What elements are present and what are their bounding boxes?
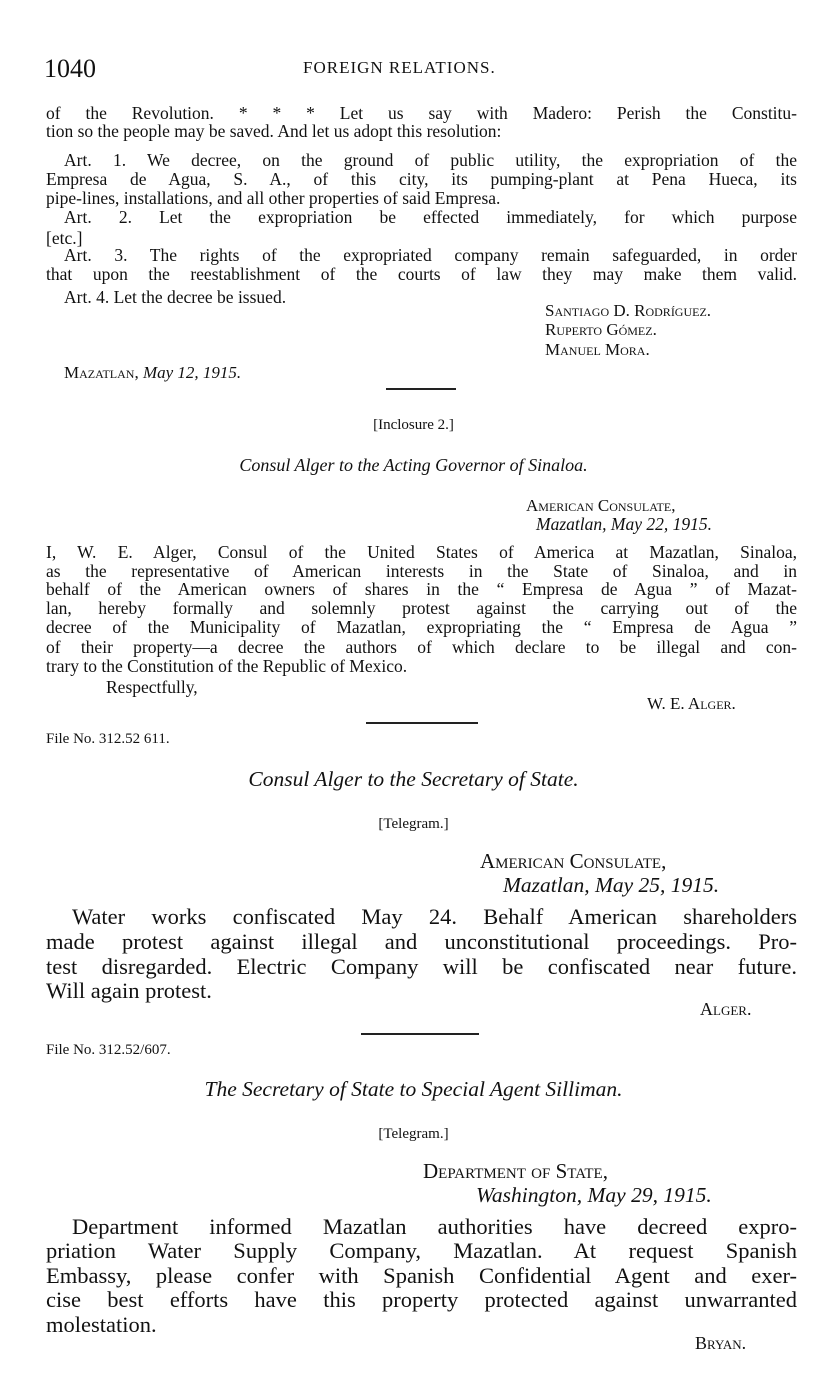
- intro-line: of the Revolution. * * * Let us say with Madero: Perish the Constitu-: [46, 103, 797, 123]
- signature: Alger.: [700, 999, 752, 1019]
- body-line: decree of the Municipality of Mazatlan, expropriating the “ Empresa de Agua ”: [46, 617, 797, 637]
- telegram-line: priation Water Supply Company, Mazatlan. At request Spanish: [46, 1238, 797, 1263]
- origin: American Consulate,: [480, 849, 667, 873]
- body-line: of their property—a decree the authors of which declare to be illegal and con-: [46, 637, 797, 657]
- telegram-line: Will again protest.: [46, 978, 212, 1003]
- origin-date: Mazatlan, May 25, 1915.: [503, 873, 720, 897]
- inclosure-heading: Consul Alger to the Acting Governor of Sinaloa.: [239, 455, 588, 475]
- article-line: Art. 4. Let the decree be issued.: [64, 287, 287, 307]
- article-line: Art. 2. Let the expropriation be effected immediately, for which purpose: [64, 207, 797, 227]
- divider: [361, 1033, 479, 1035]
- running-title: FOREIGN RELATIONS.: [303, 58, 496, 77]
- telegram-line: test disregarded. Electric Company will be confiscated near future.: [46, 954, 797, 979]
- article-line: Art. 1. We decree, on the ground of public utility, the expropriation of the: [64, 150, 797, 170]
- article-line: that upon the reestablishment of the courts of law they may make them valid.: [46, 264, 797, 284]
- file-number: File No. 312.52/607.: [46, 1042, 171, 1058]
- body-line: lan, hereby formally and solemnly protest against the carrying out of the: [46, 598, 797, 618]
- body-line: trary to the Constitution of the Republic of Mexico.: [46, 656, 408, 676]
- file-number: File No. 312.52 611.: [46, 731, 170, 747]
- body-line: as the representative of American interests in the State of Sinaloa, and in: [46, 561, 797, 581]
- body-line: behalf of the American owners of shares in the “ Empresa de Agua ” of Mazat-: [46, 579, 797, 599]
- origin: American Consulate,: [526, 496, 676, 515]
- body-line: I, W. E. Alger, Consul of the United States of America at Mazatlan, Sinaloa,: [46, 542, 797, 562]
- dateline: [64, 363, 241, 383]
- telegram-line: Department informed Mazatlan authorities have decreed expro-: [72, 1214, 797, 1239]
- dateline-date: May 12, 1915.: [142, 363, 242, 382]
- intro-line: tion so the people may be saved. And let us adopt this resolution:: [46, 121, 502, 141]
- page-number: 1040: [44, 54, 96, 83]
- closing: Respectfully,: [106, 677, 198, 697]
- origin: Department of State,: [423, 1159, 608, 1183]
- signatory: Ruperto Gómez.: [545, 320, 657, 339]
- signatory: Santiago D. Rodríguez.: [545, 301, 712, 320]
- signature: Bryan.: [695, 1333, 747, 1353]
- article-line: Art. 3. The rights of the expropriated company remain safeguarded, in order: [64, 245, 797, 265]
- origin-date: Washington, May 29, 1915.: [476, 1183, 712, 1207]
- telegram-line: molestation.: [46, 1312, 157, 1337]
- telegram-line: cise best efforts have this property protected against unwarranted: [46, 1287, 797, 1312]
- inclosure-label: [Inclosure 2.]: [373, 417, 454, 433]
- telegram-line: Embassy, please confer with Spanish Confidential Agent and exer-: [46, 1263, 797, 1288]
- article-line: Empresa de Agua, S. A., of this city, its pumping-plant at Pena Hueca, its: [46, 169, 797, 189]
- doc-heading: The Secretary of State to Special Agent Silliman.: [204, 1077, 623, 1101]
- article-line: [etc.]: [46, 228, 83, 248]
- article-line: pipe-lines, installations, and all other properties of said Empresa.: [46, 188, 501, 208]
- divider: [386, 388, 456, 390]
- telegram-line: made protest against illegal and unconstitutional proceedings. Pro-: [46, 929, 797, 954]
- telegram-label: [Telegram.]: [378, 816, 449, 832]
- origin-date: Mazatlan, May 22, 1915.: [536, 514, 712, 534]
- telegram-line: Water works confiscated May 24. Behalf American shareholders: [72, 904, 797, 929]
- telegram-label: [Telegram.]: [378, 1126, 449, 1142]
- signature: W. E. Alger.: [647, 694, 736, 713]
- divider: [366, 722, 478, 724]
- signatory: Manuel Mora.: [545, 340, 650, 359]
- doc-heading: Consul Alger to the Secretary of State.: [248, 767, 579, 791]
- dateline-place: Mazatlan,: [64, 363, 139, 382]
